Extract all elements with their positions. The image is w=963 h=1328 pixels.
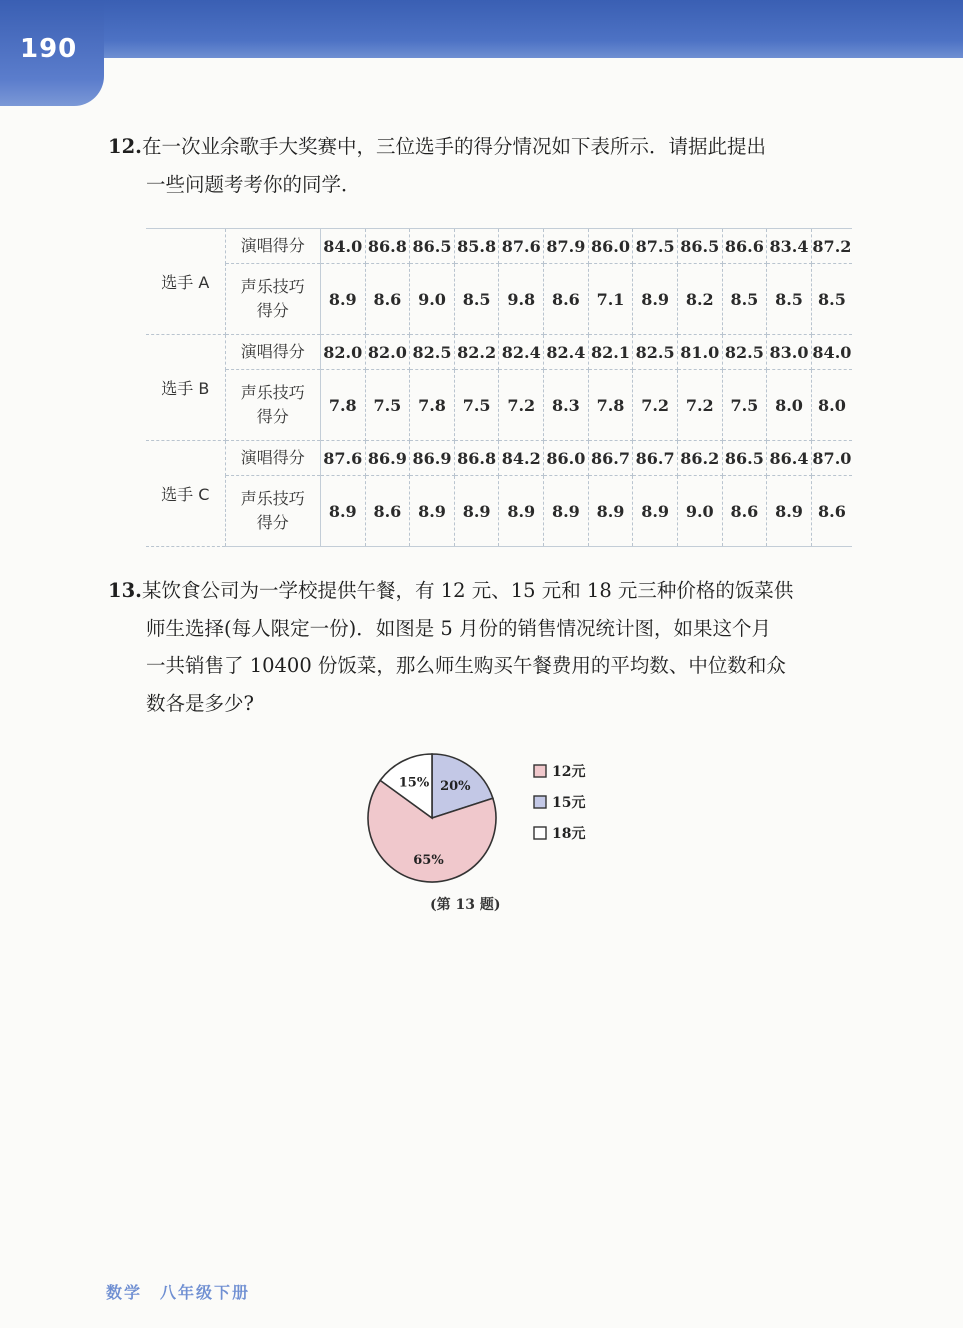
tech-score-cell: 7.2: [499, 370, 544, 441]
sing-score-cell: 86.0: [588, 229, 633, 264]
tech-score-label: [225, 476, 320, 547]
sing-score-cell: 83.0: [767, 335, 812, 370]
table-row: [146, 476, 852, 547]
tech-score-label-line-1: 声乐技巧: [240, 277, 305, 296]
table-row: [146, 264, 852, 335]
footer-book: 八年级下册: [160, 1283, 251, 1302]
tech-score-cell: 8.9: [544, 476, 589, 547]
problem-12-line-1: [108, 128, 868, 166]
score-table-body: [146, 229, 852, 547]
sing-score-cell: 86.2: [677, 441, 722, 476]
sing-score-label: 演唱得分: [225, 441, 320, 476]
figure-caption: (第 13 题): [430, 897, 501, 913]
sing-score-cell: 82.0: [365, 335, 410, 370]
tech-score-cell: 8.6: [811, 476, 852, 547]
sing-score-cell: 81.0: [677, 335, 722, 370]
problem-12-text-1: 在一次业余歌手大奖赛中，三位选手的得分情况如下表所示．请据此提出: [142, 135, 767, 158]
tech-score-cell: 8.6: [722, 476, 767, 547]
pie-slice-label: 15%: [398, 775, 430, 791]
problem-13: [108, 572, 868, 722]
sing-score-cell: 82.1: [588, 335, 633, 370]
tech-score-cell: 8.9: [588, 476, 633, 547]
tech-score-cell: 8.9: [320, 264, 365, 335]
tech-score-cell: 8.9: [767, 476, 812, 547]
tech-score-cell: 7.2: [633, 370, 678, 441]
tech-score-cell: 9.0: [410, 264, 455, 335]
tech-score-cell: 9.0: [677, 476, 722, 547]
legend-label: 15元: [552, 795, 586, 811]
footer-subject: 数学: [106, 1283, 143, 1302]
legend-swatch: [534, 827, 546, 839]
tech-score-cell: 8.0: [811, 370, 852, 441]
problem-12: [108, 128, 868, 204]
sing-score-cell: 82.4: [499, 335, 544, 370]
table-row: [146, 441, 852, 476]
tech-score-cell: 8.5: [811, 264, 852, 335]
tech-score-label-line-2: 得分: [256, 513, 289, 532]
tech-score-cell: 7.8: [588, 370, 633, 441]
sing-score-cell: 82.5: [410, 335, 455, 370]
tech-score-cell: 8.9: [633, 264, 678, 335]
tech-score-label-line-2: 得分: [256, 301, 289, 320]
tech-score-cell: 8.3: [544, 370, 589, 441]
tech-score-cell: 8.5: [722, 264, 767, 335]
tech-score-label-line-2: 得分: [256, 407, 289, 426]
sing-score-cell: 84.2: [499, 441, 544, 476]
sing-score-cell: 86.6: [722, 229, 767, 264]
problem-13-line-4: 数各是多少?: [146, 691, 254, 715]
page-number: 190: [20, 34, 78, 64]
problem-13-number: 13.: [108, 579, 142, 602]
sing-score-cell: 85.8: [454, 229, 499, 264]
sing-score-cell: 86.9: [410, 441, 455, 476]
sing-score-cell: 82.5: [633, 335, 678, 370]
table-row: [146, 335, 852, 370]
sing-score-cell: 82.0: [320, 335, 365, 370]
player-name: 选手 B: [146, 335, 225, 441]
tech-score-cell: 7.5: [722, 370, 767, 441]
problem-13-line-1: [108, 572, 868, 610]
tech-score-cell: 8.9: [633, 476, 678, 547]
sing-score-cell: 87.6: [499, 229, 544, 264]
tech-score-cell: 8.9: [410, 476, 455, 547]
sing-score-cell: 87.6: [320, 441, 365, 476]
pie-chart: [360, 746, 620, 886]
tech-score-label-line-1: 声乐技巧: [240, 383, 305, 402]
tech-score-cell: 8.9: [454, 476, 499, 547]
tech-score-cell: 8.5: [767, 264, 812, 335]
sing-score-cell: 86.8: [365, 229, 410, 264]
sing-score-cell: 86.7: [633, 441, 678, 476]
sing-score-cell: 82.5: [722, 335, 767, 370]
sing-score-cell: 84.0: [320, 229, 365, 264]
problem-12-number: 12.: [108, 135, 142, 158]
sing-score-cell: 87.0: [811, 441, 852, 476]
tech-score-label: [225, 264, 320, 335]
sing-score-cell: 86.5: [410, 229, 455, 264]
sing-score-label: 演唱得分: [225, 335, 320, 370]
sing-score-cell: 82.2: [454, 335, 499, 370]
sing-score-cell: 86.5: [722, 441, 767, 476]
sing-score-cell: 86.7: [588, 441, 633, 476]
sing-score-cell: 84.0: [811, 335, 852, 370]
tech-score-cell: 7.1: [588, 264, 633, 335]
sing-score-cell: 86.4: [767, 441, 812, 476]
sing-score-cell: 87.9: [544, 229, 589, 264]
page-footer: [106, 1280, 250, 1303]
tech-score-cell: 9.8: [499, 264, 544, 335]
sing-score-cell: 83.4: [767, 229, 812, 264]
tech-score-cell: 7.8: [410, 370, 455, 441]
legend-label: 12元: [552, 764, 586, 780]
problem-13-line-2: 师生选择(每人限定一份)．如图是 5 月份的销售情况统计图，如果这个月: [146, 616, 772, 640]
tech-score-cell: 7.5: [365, 370, 410, 441]
tech-score-cell: 8.6: [365, 476, 410, 547]
tech-score-cell: 7.8: [320, 370, 365, 441]
tech-score-cell: 8.6: [365, 264, 410, 335]
problem-13-line-3: 一共销售了 10400 份饭菜，那么师生购买午餐费用的平均数、中位数和众: [146, 654, 786, 677]
player-name: 选手 C: [146, 441, 225, 547]
tech-score-cell: 8.9: [499, 476, 544, 547]
score-table: [146, 228, 852, 547]
sing-score-cell: 87.2: [811, 229, 852, 264]
tech-score-cell: 8.5: [454, 264, 499, 335]
sing-score-cell: 86.0: [544, 441, 589, 476]
pie-slice-label: 65%: [413, 853, 444, 869]
tech-score-cell: 8.0: [767, 370, 812, 441]
legend-swatch: [534, 796, 546, 808]
tech-score-cell: 8.2: [677, 264, 722, 335]
player-name: 选手 A: [146, 229, 225, 335]
sing-score-cell: 82.4: [544, 335, 589, 370]
tech-score-cell: 8.6: [544, 264, 589, 335]
tech-score-label: [225, 370, 320, 441]
table-row: [146, 229, 852, 264]
sing-score-cell: 86.5: [677, 229, 722, 264]
tech-score-label-line-1: 声乐技巧: [240, 489, 305, 508]
sing-score-cell: 86.8: [454, 441, 499, 476]
header-band: [0, 0, 963, 58]
sing-score-cell: 87.5: [633, 229, 678, 264]
tech-score-cell: 8.9: [320, 476, 365, 547]
tech-score-cell: 7.5: [454, 370, 499, 441]
legend-swatch: [534, 765, 546, 777]
table-row: [146, 370, 852, 441]
sing-score-label: 演唱得分: [225, 229, 320, 264]
tech-score-cell: 7.2: [677, 370, 722, 441]
sing-score-cell: 86.9: [365, 441, 410, 476]
problem-12-line-2: 一些问题考考你的同学．: [146, 173, 361, 196]
pie-slice-label: 20%: [440, 778, 471, 794]
legend-label: 18元: [552, 826, 586, 842]
problem-13-text-1: 某饮食公司为一学校提供午餐，有 12 元、15 元和 18 元三种价格的饭菜供: [142, 579, 794, 602]
